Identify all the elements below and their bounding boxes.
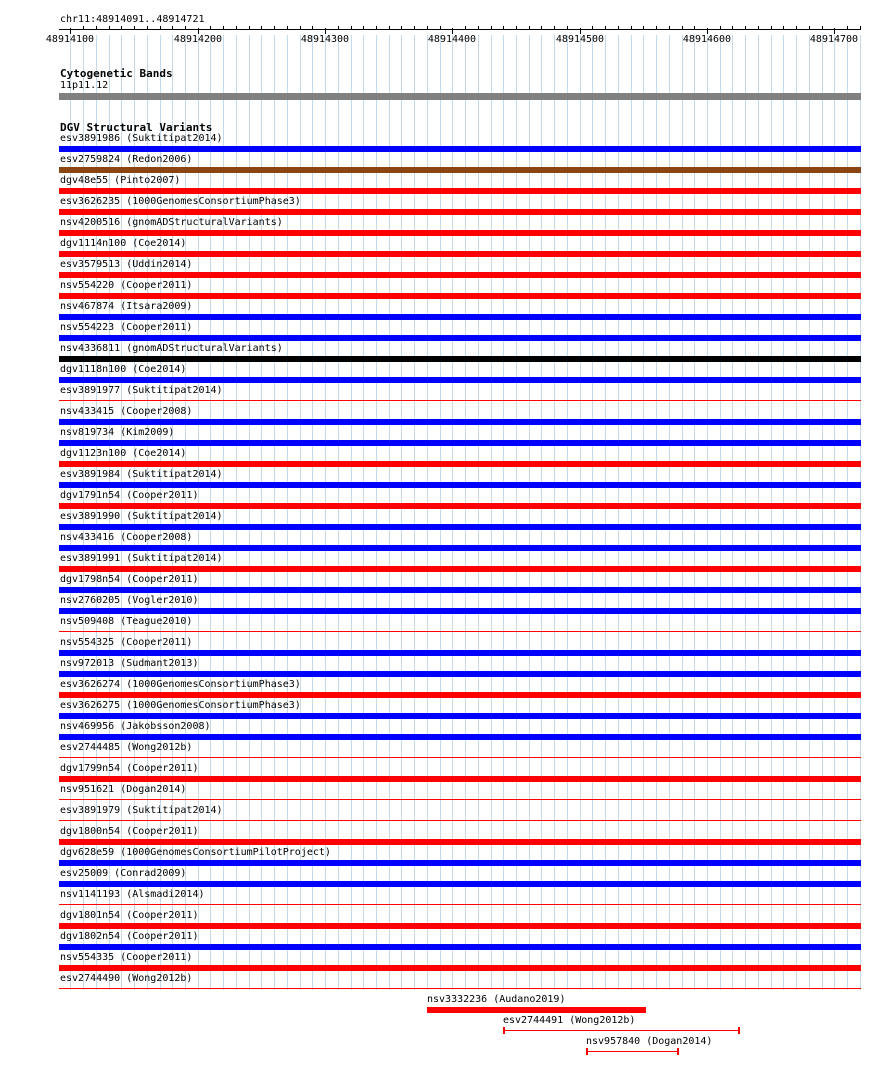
ruler-tick [618,26,619,29]
variant-bar[interactable] [59,419,861,425]
variant-label[interactable]: nsv554325 (Cooper2011) [60,637,193,648]
variant-bar[interactable] [59,209,861,215]
variant-bar[interactable] [59,545,861,551]
ruler-tick [783,26,784,29]
ruler-tick [567,26,568,29]
ruler-location-label: chr11:48914091..48914721 [60,14,205,25]
variant-label[interactable]: esv3891979 (Suktitipat2014) [60,805,223,816]
grid-line [605,35,606,990]
grid-line [452,35,453,990]
grid-line [376,35,377,990]
ruler-tick [478,26,479,29]
ruler-tick [503,26,504,29]
grid-line [351,35,352,990]
variant-bar[interactable] [59,335,861,341]
ruler-tick [847,26,848,29]
variant-label[interactable]: nsv554223 (Cooper2011) [60,322,193,333]
grid-line [363,35,364,990]
variant-label[interactable]: dgv1801n54 (Cooper2011) [60,910,199,921]
grid-line [401,35,402,990]
ruler-tick [491,26,492,29]
ruler-tick [541,26,542,29]
ruler-tick [771,26,772,29]
ruler-tick [210,26,211,29]
variant-label[interactable]: esv2759824 (Redon2006) [60,154,193,165]
ruler-tick [809,26,810,29]
variant-label[interactable]: esv3891986 (Suktitipat2014) [60,133,223,144]
variant-bar[interactable] [59,860,861,866]
grid-line [643,35,644,990]
ruler-tick [147,26,148,29]
grid-line [491,35,492,990]
variant-row-separator [59,904,861,905]
variant-bar[interactable] [59,356,861,362]
grid-line [465,35,466,990]
variant-bar[interactable] [59,377,861,383]
ruler-tick [236,26,237,29]
variant-span-end-cap [738,1027,740,1034]
variant-label[interactable]: esv25009 (Conrad2009) [60,868,187,879]
variant-label[interactable]: dgv1123n100 (Coe2014) [60,448,187,459]
ruler-tick [732,26,733,29]
variant-bar[interactable] [59,692,861,698]
grid-line [567,35,568,990]
variant-label[interactable]: dgv1791n54 (Cooper2011) [60,490,199,501]
variant-bar[interactable] [59,503,861,509]
variant-bar[interactable] [59,839,861,845]
variant-label[interactable]: dgv48e55 (Pinto2007) [60,175,181,186]
variant-bar[interactable] [59,167,861,173]
variant-label[interactable]: dgv1800n54 (Cooper2011) [60,826,199,837]
grid-line [745,35,746,990]
ruler-tick-label: 48914600 [682,34,732,45]
variant-label[interactable]: dgv628e59 (1000GenomesConsortiumPilotProject) [60,847,331,858]
cytoband-track-title: Cytogenetic Bands [60,67,173,80]
grid-line [720,35,721,990]
variant-bar[interactable] [59,293,861,299]
grid-line [796,35,797,990]
cytoband-label: 11p11.12 [60,80,109,91]
grid-line [809,35,810,990]
variant-row-separator [59,631,861,632]
ruler-tick [172,26,173,29]
ruler-tick [287,26,288,29]
variant-label[interactable]: esv2744490 (Wong2012b) [60,973,193,984]
variant-row-separator [59,988,861,989]
grid-line [631,35,632,990]
ruler-tick [656,26,657,29]
variant-label[interactable]: esv3891984 (Suktitipat2014) [60,469,223,480]
ruler-tick [529,26,530,29]
variant-bar[interactable] [59,881,861,887]
grid-line [389,35,390,990]
ruler-tick-label: 48914200 [173,34,223,45]
ruler-tick [669,26,670,29]
variant-bar[interactable] [59,461,861,467]
variant-label[interactable]: nsv972013 (Sudmant2013) [60,658,199,669]
ruler-tick [796,26,797,29]
ruler-tick-label: 48914100 [45,34,95,45]
variant-bar[interactable] [59,671,861,677]
variant-label[interactable]: dgv1798n54 (Cooper2011) [60,574,199,585]
variant-label[interactable]: nsv4200516 (gnomADStructuralVariants) [60,217,283,228]
dgv-track-title: DGV Structural Variants [60,121,213,134]
variant-bar[interactable] [59,251,861,257]
grid-line [656,35,657,990]
variant-bar[interactable] [59,524,861,530]
variant-label[interactable]: esv2744485 (Wong2012b) [60,742,193,753]
ruler-tick [300,26,301,29]
ruler-tick [554,26,555,29]
grid-line [427,35,428,990]
variant-label[interactable]: esv2744491 (Wong2012b) [503,1015,636,1026]
variant-label[interactable]: nsv3332236 (Audano2019) [427,994,566,1005]
ruler-tick [96,26,97,29]
variant-bar[interactable] [59,482,861,488]
grid-line [669,35,670,990]
ruler-tick-label: 48914300 [300,34,350,45]
variant-row-separator [59,400,861,401]
variant-label[interactable]: esv3891977 (Suktitipat2014) [60,385,223,396]
variant-bar[interactable] [59,944,861,950]
ruler-tick [516,26,517,29]
variant-label[interactable]: esv3626275 (1000GenomesConsortiumPhase3) [60,700,301,711]
variant-bar[interactable] [59,734,861,740]
variant-label[interactable]: nsv554220 (Cooper2011) [60,280,193,291]
ruler-tick [682,26,683,29]
grid-line [541,35,542,990]
ruler-tick [223,26,224,29]
variant-label[interactable]: esv3626274 (1000GenomesConsortiumPhase3) [60,679,301,690]
grid-line [503,35,504,990]
variant-bar[interactable] [59,272,861,278]
ruler-tick [109,26,110,29]
variant-label[interactable]: nsv467874 (Itsara2009) [60,301,193,312]
ruler-tick [312,26,313,29]
ruler-tick [465,26,466,29]
ruler-tick-label: 48914700 [809,34,859,45]
variant-row-separator [59,757,861,758]
variant-bar[interactable] [59,314,861,320]
ruler-tick [631,26,632,29]
variant-bar[interactable] [59,188,861,194]
grid-line [758,35,759,990]
ruler-tick [83,26,84,29]
ruler-tick [758,26,759,29]
variant-label[interactable]: nsv433415 (Cooper2008) [60,406,193,417]
variant-label[interactable]: nsv4336811 (gnomADStructuralVariants) [60,343,283,354]
grid-line [338,35,339,990]
ruler-tick [720,26,721,29]
grid-line [414,35,415,990]
variant-bar[interactable] [59,713,861,719]
ruler-tick [363,26,364,29]
ruler-tick [860,26,861,29]
variant-label[interactable]: esv3891990 (Suktitipat2014) [60,511,223,522]
ruler-tick [592,26,593,29]
ruler-tick [414,26,415,29]
grid-line [592,35,593,990]
variant-label[interactable]: dgv1114n100 (Coe2014) [60,238,187,249]
variant-bar[interactable] [59,650,861,656]
ruler-tick-label: 48914500 [555,34,605,45]
grid-line [860,35,861,990]
grid-line [732,35,733,990]
grid-line [580,35,581,990]
ruler-tick [185,26,186,29]
variant-bar[interactable] [59,566,861,572]
variant-span-start-cap [586,1048,588,1055]
ruler-tick [427,26,428,29]
variant-label[interactable]: nsv819734 (Kim2009) [60,427,175,438]
ruler-tick [605,26,606,29]
variant-span-line[interactable] [586,1051,678,1052]
variant-bar[interactable] [59,230,861,236]
variant-row-separator [59,799,861,800]
ruler-axis [59,29,861,30]
variant-label[interactable]: nsv951621 (Dogan2014) [60,784,187,795]
variant-bar[interactable] [59,146,861,152]
grid-line [783,35,784,990]
variant-label[interactable]: nsv509408 (Teague2010) [60,616,193,627]
ruler-tick [134,26,135,29]
ruler-tick [338,26,339,29]
ruler-tick [261,26,262,29]
variant-label[interactable]: dgv1799n54 (Cooper2011) [60,763,199,774]
grid-line [682,35,683,990]
ruler-tick [121,26,122,29]
ruler-tick [643,26,644,29]
variant-label[interactable]: nsv957840 (Dogan2014) [586,1036,713,1047]
grid-line [529,35,530,990]
variant-label[interactable]: dgv1118n100 (Coe2014) [60,364,187,375]
variant-bar[interactable] [59,587,861,593]
variant-bar[interactable] [59,965,861,971]
variant-label[interactable]: dgv1802n54 (Cooper2011) [60,931,199,942]
ruler-tick [249,26,250,29]
ruler-tick [745,26,746,29]
variant-label[interactable]: nsv1141193 (Alsmadi2014) [60,889,205,900]
variant-bar[interactable] [427,1007,646,1013]
ruler-tick [440,26,441,29]
grid-line [707,35,708,990]
ruler-tick [389,26,390,29]
grid-line [478,35,479,990]
variant-span-end-cap [677,1048,679,1055]
variant-bar[interactable] [59,923,861,929]
grid-line [771,35,772,990]
grid-line [516,35,517,990]
variant-label[interactable]: esv3891991 (Suktitipat2014) [60,553,223,564]
grid-line [440,35,441,990]
variant-span-line[interactable] [503,1030,739,1031]
grid-line [554,35,555,990]
variant-label[interactable]: nsv469956 (Jakobsson2008) [60,721,211,732]
variant-label[interactable]: esv3579513 (Uddin2014) [60,259,193,270]
variant-span-start-cap [503,1027,505,1034]
grid-line [847,35,848,990]
variant-label[interactable]: nsv433416 (Cooper2008) [60,532,193,543]
ruler-tick [822,26,823,29]
variant-bar[interactable] [59,776,861,782]
variant-bar[interactable] [59,608,861,614]
variant-label[interactable]: nsv2760205 (Vogler2010) [60,595,199,606]
ruler-tick [351,26,352,29]
ruler-tick-label: 48914400 [427,34,477,45]
ruler-tick [160,26,161,29]
cytoband-bar[interactable] [59,93,861,100]
ruler-tick [401,26,402,29]
variant-row-separator [59,820,861,821]
grid-line [834,35,835,990]
variant-label[interactable]: nsv554335 (Cooper2011) [60,952,193,963]
variant-bar[interactable] [59,440,861,446]
grid-line [694,35,695,990]
ruler-tick [376,26,377,29]
variant-label[interactable]: esv3626235 (1000GenomesConsortiumPhase3) [60,196,301,207]
ruler-tick [274,26,275,29]
ruler-tick [694,26,695,29]
grid-line [618,35,619,990]
grid-line [822,35,823,990]
